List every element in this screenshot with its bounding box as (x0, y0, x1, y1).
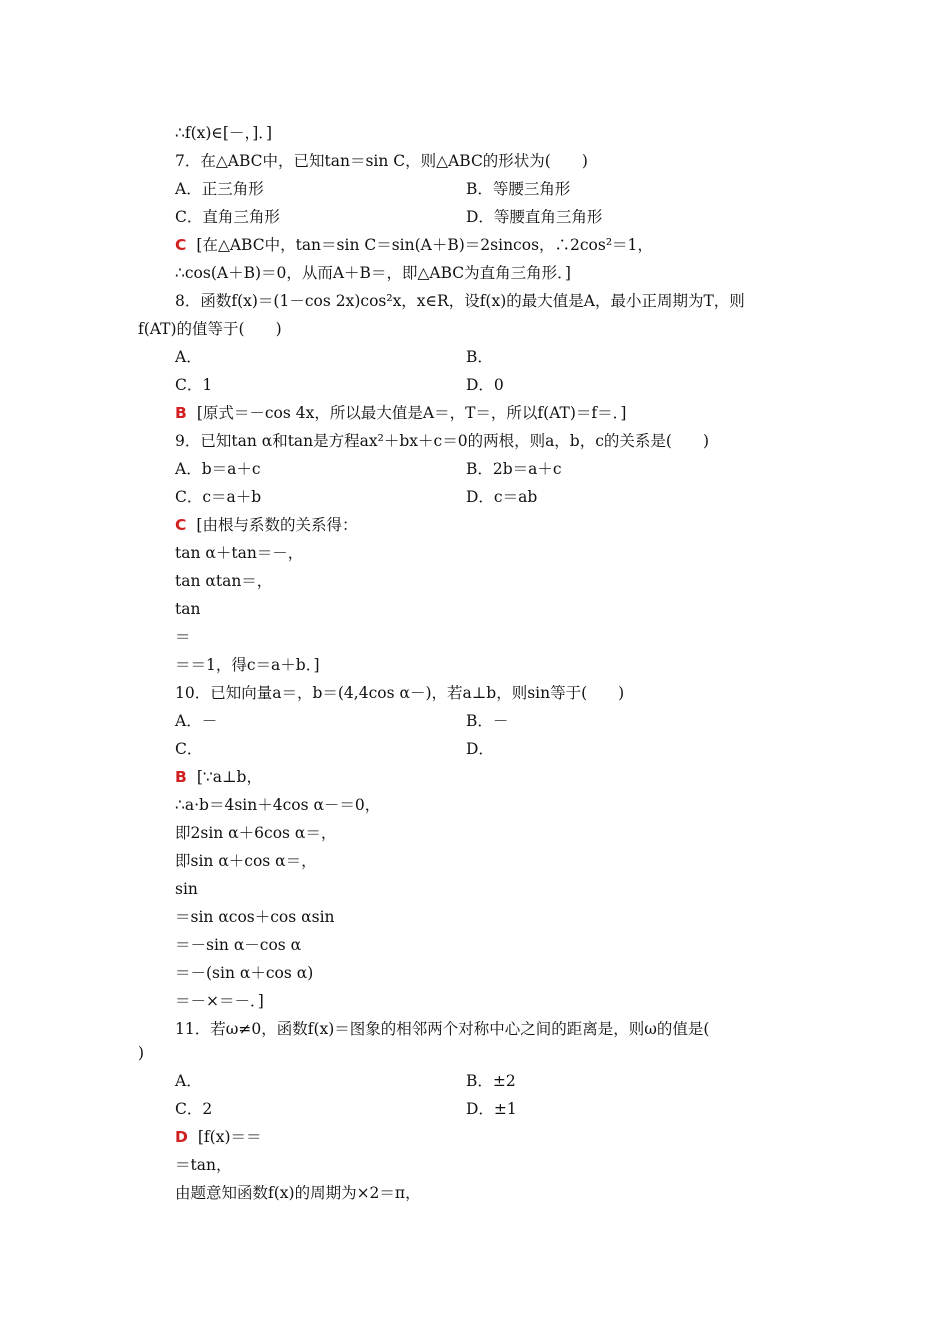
line-text: ＝－×＝－．] (175, 992, 264, 1010)
line-text: ＝＝1，得c＝a＋b．] (175, 656, 320, 674)
line-text: [f(x)＝＝ (197, 1128, 262, 1146)
option-right: B．－ (466, 712, 509, 730)
line-text: A．－ (175, 712, 218, 730)
line-text: A． (175, 1072, 202, 1090)
text-line (175, 795, 380, 815)
line-text: C．直角三角形 (175, 208, 280, 226)
text-line (175, 1155, 231, 1175)
text-line (175, 823, 336, 843)
option-right: B．等腰三角形 (466, 180, 571, 198)
option-right: B．2b＝a＋c (466, 460, 562, 478)
line-text: C．1 (175, 376, 213, 394)
line-text: [原式＝－cos 4x，所以最大值是A＝，T＝，所以f(AT)＝f＝．] (196, 404, 627, 422)
text-line (175, 991, 264, 1011)
text-line (175, 739, 202, 759)
text-line (175, 207, 280, 227)
line-text: ) (138, 1044, 145, 1062)
text-line (175, 123, 272, 143)
line-text: [在△ABC中，tan＝sin C＝sin(A＋B)＝2sincos，∴2cos²＝1， (196, 236, 653, 254)
text-line (175, 403, 626, 423)
text-line (175, 655, 320, 675)
line-text: ∴a·b＝4sin＋4cos α－＝0， (175, 796, 381, 814)
line-text: ∴f(x)∈[－，]．] (175, 124, 273, 142)
option-right: B． (466, 348, 493, 366)
text-line (175, 711, 217, 731)
line-text: 8．函数f(x)＝(1－cos 2x)cos²x，x∈R，设f(x)的最大值是A，最小正周期为T，则 (175, 292, 745, 310)
text-line (175, 1071, 202, 1091)
text-line (175, 291, 745, 311)
option-right: D．c＝ab (466, 488, 538, 506)
text-line (175, 1019, 709, 1039)
text-line (175, 963, 313, 983)
option-right: D． (466, 740, 494, 758)
line-text: 即2sin α＋6cos α＝， (175, 824, 337, 842)
option-right: D．±1 (466, 1100, 517, 1118)
option-right: B．±2 (466, 1072, 516, 1090)
line-text: C．2 (175, 1100, 213, 1118)
line-text: 10．已知向量a＝，b＝(4,4cos α－)，若a⊥b，则sin等于( ) (175, 684, 625, 702)
text-line (175, 151, 588, 171)
line-text: 即sin α＋cos α＝， (175, 852, 317, 870)
line-text: A．b＝a＋c (175, 460, 261, 478)
text-line (175, 431, 709, 451)
text-line (175, 375, 212, 395)
text-line (175, 1127, 262, 1147)
line-text: [∵a⊥b， (196, 768, 262, 786)
line-text: tan (175, 600, 201, 618)
text-line (175, 1183, 421, 1203)
answer-letter: D (175, 1128, 188, 1146)
option-right: D．0 (466, 376, 504, 394)
line-text: ＝－sin α－cos α (175, 936, 302, 954)
text-line (175, 487, 261, 507)
answer-letter: B (175, 768, 187, 786)
text-line (175, 459, 261, 479)
line-text: f(AT)的值等于( ) (138, 320, 282, 338)
line-text: 由题意知函数f(x)的周期为×2＝π， (175, 1184, 421, 1202)
text-line (175, 935, 301, 955)
text-line (175, 347, 202, 367)
line-text: C．c＝a＋b (175, 488, 262, 506)
text-line (175, 879, 198, 899)
text-line (175, 1099, 212, 1119)
text-line (138, 1043, 144, 1063)
line-text: sin (175, 880, 198, 898)
line-text: ∴cos(A＋B)＝0，从而A＋B＝，即△ABC为直角三角形．] (175, 264, 571, 282)
text-line (175, 179, 264, 199)
text-line (175, 235, 653, 255)
line-text: ＝sin αcos＋cos αsin (175, 908, 335, 926)
line-text: A． (175, 348, 202, 366)
answer-letter: C (175, 236, 187, 254)
line-text: A．正三角形 (175, 180, 264, 198)
text-line (175, 683, 624, 703)
answer-letter: B (175, 404, 187, 422)
line-text: tan α＋tan＝－， (175, 544, 304, 562)
option-right: D．等腰直角三角形 (466, 208, 603, 226)
line-text: ＝tan， (175, 1156, 232, 1174)
line-text: 11．若ω≠0，函数f(x)＝图象的相邻两个对称中心之间的距离是，则ω的值是( (175, 1020, 710, 1038)
text-line (175, 767, 262, 787)
line-text: 7．在△ABC中，已知tan＝sin C，则△ABC的形状为( ) (175, 152, 588, 170)
text-line (138, 319, 282, 339)
text-line (175, 543, 303, 563)
text-line (175, 599, 200, 619)
line-text: ＝－(sin α＋cos α) (175, 964, 314, 982)
text-line (175, 627, 191, 647)
line-text: [由根与系数的关系得： (196, 516, 358, 534)
text-line (175, 571, 272, 591)
text-line (175, 907, 335, 927)
line-text: 9．已知tan α和tan是方程ax²＋bx＋c＝0的两根，则a，b，c的关系是( ) (175, 432, 710, 450)
text-line (175, 851, 317, 871)
line-text: tan αtan＝， (175, 572, 273, 590)
text-line (175, 263, 571, 283)
text-line (175, 515, 357, 535)
line-text: C． (175, 740, 203, 758)
line-text: ＝ (175, 628, 191, 646)
answer-letter: C (175, 516, 187, 534)
